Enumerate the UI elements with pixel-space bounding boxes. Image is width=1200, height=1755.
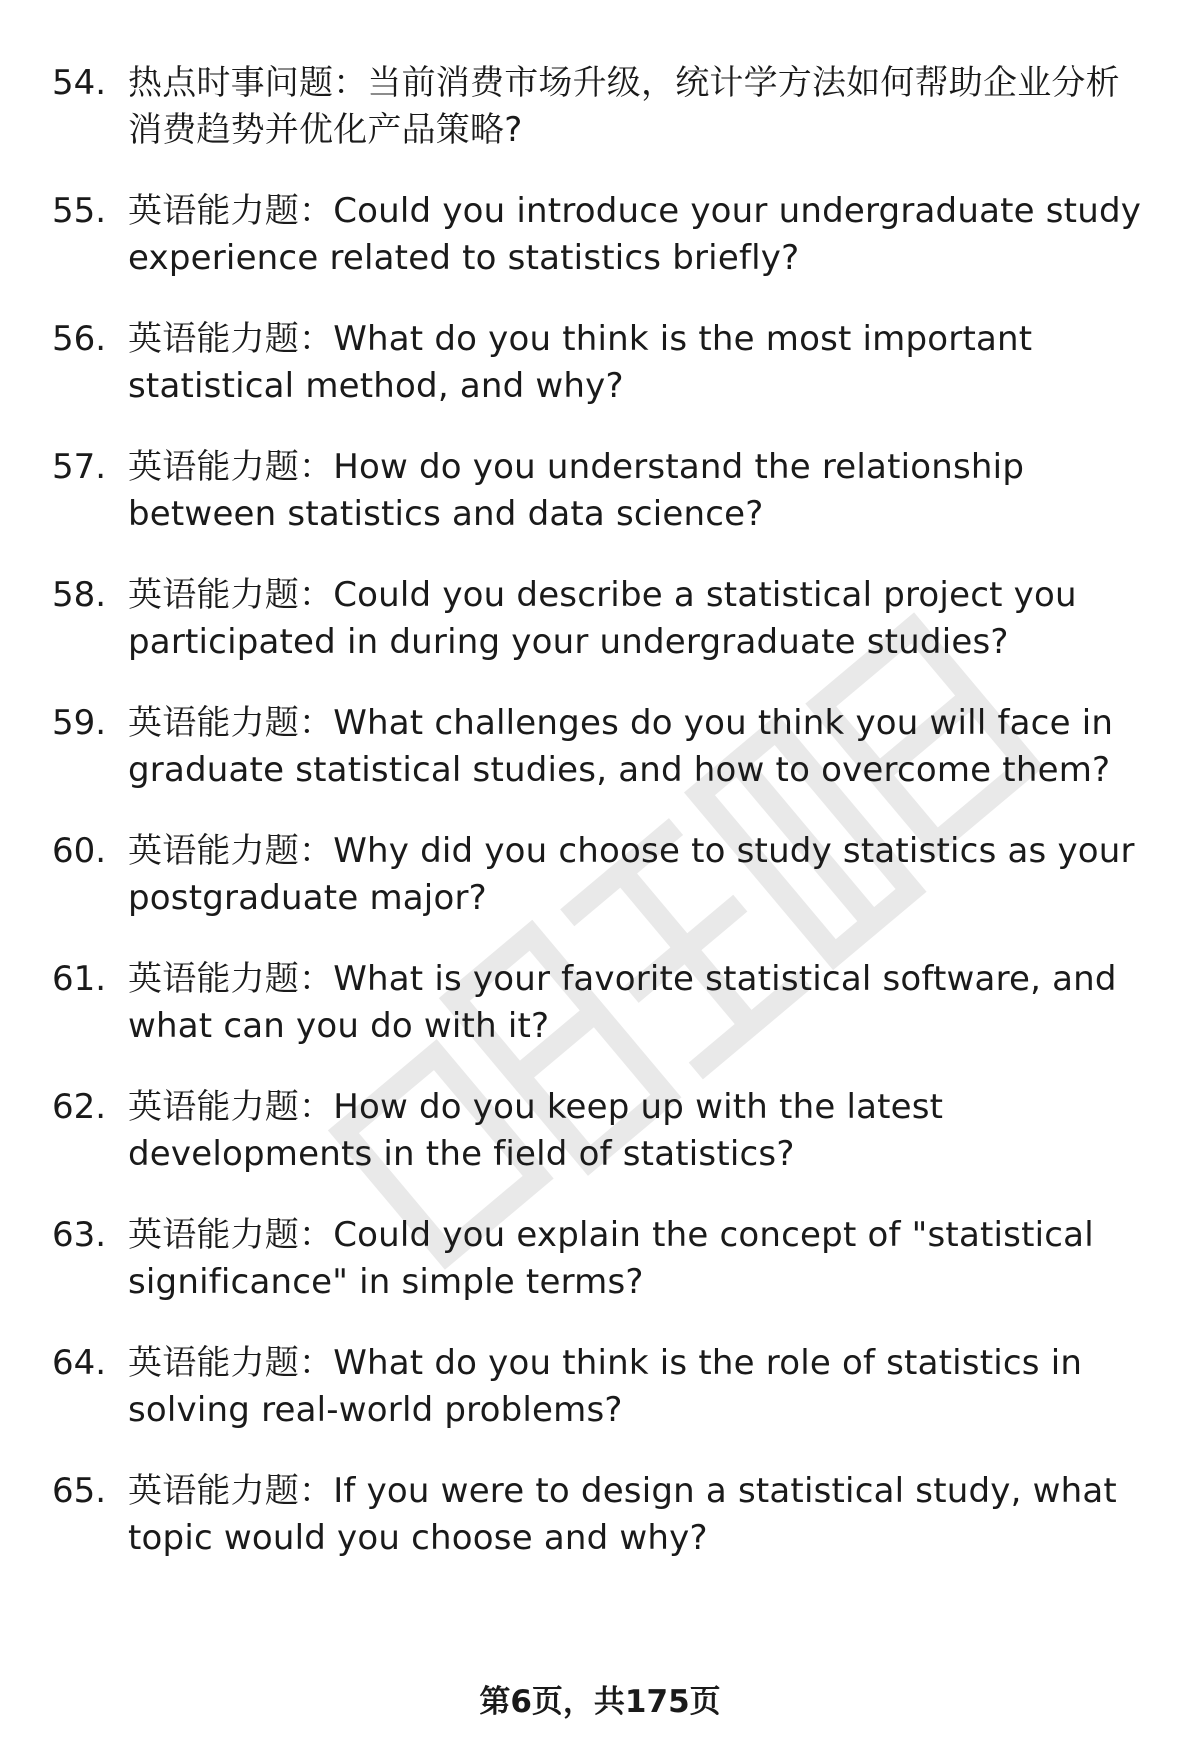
question-item — [52, 1468, 1152, 1562]
question-item — [52, 572, 1152, 666]
question-text: 英语能力题：What challenges do you think you will face in graduate statistical studies, and how to overcome them? — [128, 703, 1114, 790]
question-text: 英语能力题：What do you think is the role of statistics in solving real-world problems? — [128, 1343, 1083, 1430]
question-item — [52, 700, 1152, 794]
question-text: 英语能力题：Could you describe a statistical project you participated in during your undergraduate studies? — [128, 575, 1077, 662]
question-text: 热点时事问题：当前消费市场升级，统计学方法如何帮助企业分析消费趋势并优化产品策略? — [128, 63, 1120, 150]
question-number: 58. — [52, 575, 107, 615]
question-item — [52, 316, 1152, 410]
question-number: 56. — [52, 319, 107, 359]
question-number: 62. — [52, 1087, 107, 1127]
question-number: 54. — [52, 63, 107, 103]
question-item — [52, 1084, 1152, 1178]
question-number: 55. — [52, 191, 107, 231]
question-item — [52, 1212, 1152, 1306]
question-text: 英语能力题：Could you introduce your undergraduate study experience related to statistics briefly? — [128, 191, 1142, 278]
question-text: 英语能力题：How do you keep up with the latest developments in the field of statistics? — [128, 1087, 944, 1174]
question-item — [52, 188, 1152, 282]
question-item — [52, 444, 1152, 538]
question-text: 英语能力题：If you were to design a statistical study, what topic would you choose and why? — [128, 1471, 1117, 1558]
question-number: 57. — [52, 447, 107, 487]
question-number: 61. — [52, 959, 107, 999]
page-number-footer: 第6页，共175页 — [479, 1684, 721, 1720]
question-text: 英语能力题：What do you think is the most important statistical method, and why? — [128, 319, 1033, 406]
question-number: 65. — [52, 1471, 107, 1511]
question-number: 59. — [52, 703, 107, 743]
question-item — [52, 956, 1152, 1050]
question-number: 60. — [52, 831, 107, 871]
question-item — [52, 828, 1152, 922]
question-text: 英语能力题：What is your favorite statistical software, and what can you do with it? — [128, 959, 1117, 1046]
question-item — [52, 60, 1152, 154]
question-text: 英语能力题：How do you understand the relationship between statistics and data science? — [128, 447, 1025, 534]
question-number: 63. — [52, 1215, 107, 1255]
question-text: 英语能力题：Could you explain the concept of "statistical significance" in simple terms? — [128, 1215, 1094, 1302]
question-item — [52, 1340, 1152, 1434]
question-text: 英语能力题：Why did you choose to study statistics as your postgraduate major? — [128, 831, 1135, 918]
question-list — [52, 60, 1152, 1596]
question-number: 64. — [52, 1343, 107, 1383]
